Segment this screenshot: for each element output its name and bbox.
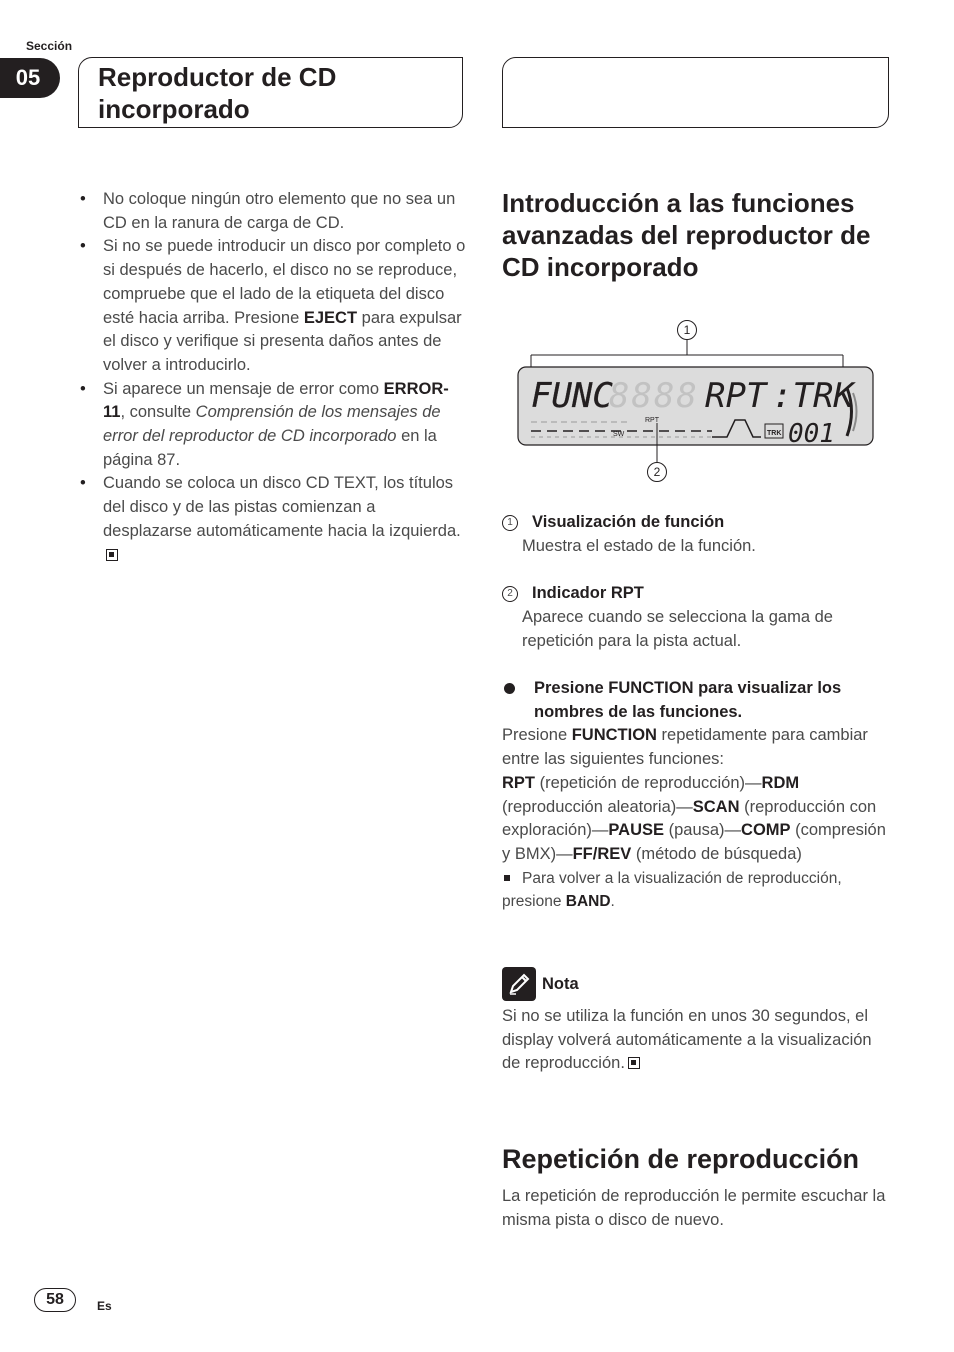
list-item: • No coloque ningún otro elemento que no sea un CD en la ranura de carga de CD. bbox=[78, 188, 466, 235]
step-bullet-icon bbox=[504, 683, 515, 694]
step-heading: Presione FUNCTION para visualizar los nombres de las funciones. bbox=[502, 677, 892, 724]
note-title: Nota bbox=[542, 974, 579, 993]
indicator-trk: TRK bbox=[767, 430, 782, 437]
list-item: 2 Indicador RPT bbox=[502, 582, 892, 606]
function-step bbox=[502, 677, 892, 913]
lcd-display-illustration bbox=[517, 338, 877, 478]
list-item: • Si no se puede introducir un disco por completo o si después de hacerlo, el disco no se reproduce, compruebe que el lado de la etiqueta del disco esté hacia arriba. Presione EJECT para expulsar el disco y verifique si presenta daños antes de volver a introducirlo. bbox=[78, 235, 466, 377]
end-mark-icon bbox=[628, 1057, 640, 1069]
intro-heading: Introducción a las funciones avanzadas del reproductor de CD incorporado bbox=[502, 188, 871, 282]
section-title: Reproductor de CD incorporado bbox=[98, 62, 337, 124]
square-bullet-icon bbox=[504, 875, 510, 881]
end-mark-icon bbox=[106, 549, 118, 561]
list-item: • Cuando se coloca un disco CD TEXT, los títulos del disco y de las pistas comienzan a desplazarse automáticamente hacia la izquierda. bbox=[78, 472, 466, 567]
step-body: Presione FUNCTION repetidamente para cambiar entre las siguientes funciones: bbox=[502, 726, 868, 769]
indicator-rpt: RPT bbox=[645, 417, 659, 424]
page-number: 58 bbox=[34, 1288, 76, 1312]
section-label: Sección bbox=[26, 39, 73, 53]
repeat-heading: Repetición de reproducción bbox=[502, 1144, 860, 1174]
section-title-box bbox=[78, 57, 463, 128]
section-number-badge: 05 bbox=[0, 58, 60, 98]
rpt-text: RPT bbox=[705, 376, 767, 416]
function-list: RPT (repetición de reproducción)—RDM (reproducción aleatoria)—SCAN (reproducción con exploración)—PAUSE (pausa)—COMP (compresión y BMX)—FF/REV (método de búsqueda) bbox=[502, 773, 886, 863]
return-note: Para volver a la visualización de reproducción, presione BAND. bbox=[502, 869, 842, 911]
trk-text: :TRK bbox=[772, 376, 854, 416]
callout-descriptions: 1 Visualización de función Muestra el estado de la función. 2 Indicador RPT Aparece cuando se selecciona la gama de repetición para la pista actual. bbox=[502, 511, 892, 654]
list-item: 1 Visualización de función bbox=[502, 511, 892, 535]
note-text: Si no se utiliza la función en unos 30 segundos, el display volverá automáticamente a la visualización de reproducción. bbox=[502, 1007, 872, 1073]
repeat-text: La repetición de reproducción le permite escuchar la misma pista o disco de nuevo. bbox=[502, 1187, 886, 1229]
svg-text:8888: 8888 bbox=[609, 376, 699, 416]
indicator-sw: SW bbox=[613, 431, 625, 438]
list-item: • Si aparece un mensaje de error como ERROR-11, consulte Comprensión de los mensajes de error del reproductor de CD incorporado en la página 87. bbox=[78, 378, 466, 473]
empty-header-box bbox=[502, 57, 889, 128]
callout-2: 2 bbox=[647, 462, 667, 482]
callout-1: 1 bbox=[677, 320, 697, 340]
pencil-icon bbox=[502, 967, 536, 1001]
language-code: Es bbox=[97, 1299, 112, 1313]
note-header bbox=[502, 967, 579, 1001]
track-number: 001 bbox=[788, 419, 835, 449]
bullet-list bbox=[78, 188, 466, 567]
func-text: FUNC bbox=[531, 376, 613, 416]
